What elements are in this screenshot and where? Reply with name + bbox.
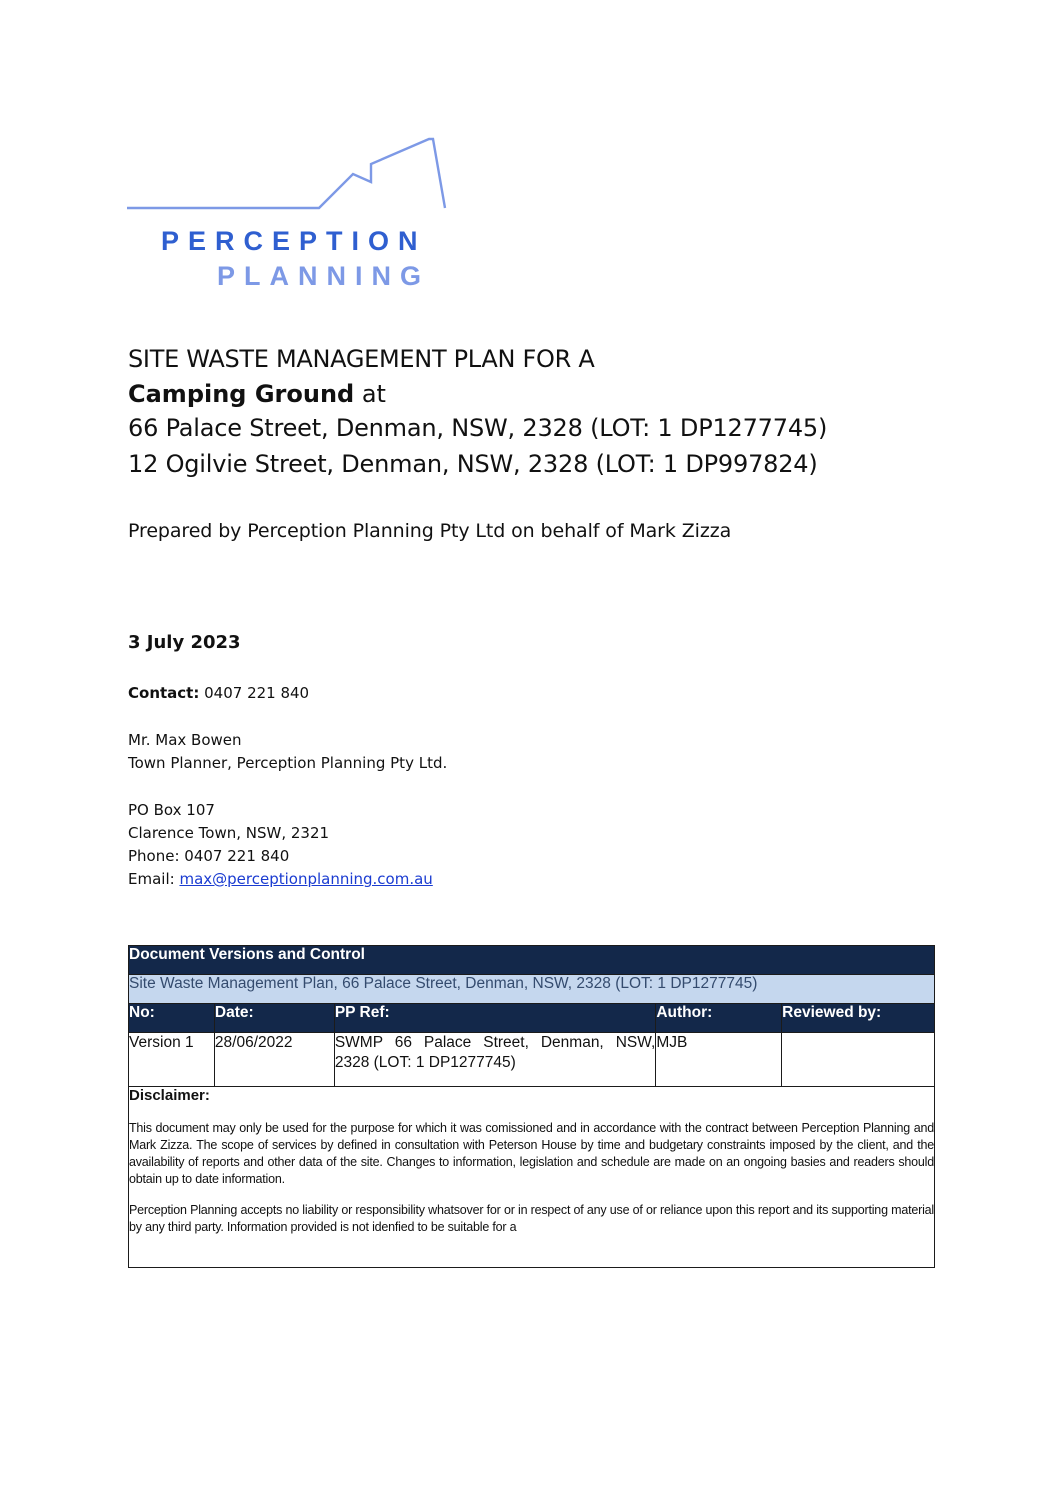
column-header: Date:: [214, 1004, 334, 1033]
roofline-logo-icon: [127, 134, 447, 214]
author-role: Town Planner, Perception Planning Pty Ltd.: [128, 754, 448, 772]
contact-line: [128, 684, 309, 702]
title-line-1: SITE WASTE MANAGEMENT PLAN FOR A: [128, 345, 595, 373]
table-heading: Document Versions and Control: [129, 946, 935, 975]
column-header: Author:: [656, 1004, 782, 1033]
cell-reviewed-by: [782, 1033, 935, 1087]
disclaimer-paragraph-2: Perception Planning accepts no liability or responsibility whatsover for or in respect of any use of or reliance upon this report and its supporting material by any third party. Information provided is not idenfied to be suitable for a: [129, 1203, 934, 1234]
email-line: [128, 868, 433, 891]
title-use-type: Camping Ground: [128, 380, 355, 408]
contact-phone: 0407 221 840: [199, 684, 310, 702]
title-address-2: 12 Ogilvie Street, Denman, NSW, 2328 (LOT: 1 DP997824): [128, 450, 818, 478]
perception-planning-logo: [127, 134, 447, 294]
author-name: Mr. Max Bowen: [128, 731, 242, 749]
column-header: No:: [129, 1004, 215, 1033]
column-header: Reviewed by:: [782, 1004, 935, 1033]
cell-version: Version 1: [129, 1033, 215, 1087]
cell-author: MJB: [656, 1033, 782, 1087]
document-control-table: [128, 945, 935, 1268]
table-subheading: Site Waste Management Plan, 66 Palace Street, Denman, NSW, 2328 (LOT: 1 DP1277745): [129, 975, 935, 1004]
address-block: [128, 799, 433, 891]
table-row: [129, 1033, 935, 1087]
title-address-1: 66 Palace Street, Denman, NSW, 2328 (LOT: 1 DP1277745): [128, 414, 828, 442]
prepared-by: Prepared by Perception Planning Pty Ltd on behalf of Mark Zizza: [128, 520, 732, 542]
author-block: [128, 729, 447, 775]
disclaimer-cell: [129, 1087, 935, 1268]
phone: Phone: 0407 221 840: [128, 847, 290, 865]
column-header: PP Ref:: [334, 1004, 655, 1033]
email-link[interactable]: max@perceptionplanning.com.au: [179, 870, 433, 888]
email-label: Email:: [128, 870, 180, 888]
logo-word-planning: PLANNING: [217, 261, 430, 291]
disclaimer-title: Disclaimer:: [129, 1087, 210, 1104]
disclaimer-paragraph-1: This document may only be used for the purpose for which it was comissioned and in accordance with the contract between Perception Planning and Mark Zizza. The scope of services by defined in consultation with Peterson House by time and budgetary constraints imposed by the client, and the availability of reports and other data of the site. Changes to information, legislation and schedule are made on an ongoing basies and readers should obtain up to date information.: [129, 1121, 934, 1186]
title-at: at: [354, 380, 386, 408]
town: Clarence Town, NSW, 2321: [128, 824, 330, 842]
cell-date: 28/06/2022: [214, 1033, 334, 1087]
contact-label: Contact:: [128, 684, 200, 702]
title-line-2: [128, 380, 386, 408]
document-date: 3 July 2023: [128, 632, 241, 653]
logo-word-perception: PERCEPTION: [161, 226, 427, 256]
cell-ref: SWMP 66 Palace Street, Denman, NSW, 2328 (LOT: 1 DP1277745): [334, 1033, 655, 1087]
po-box: PO Box 107: [128, 801, 215, 819]
